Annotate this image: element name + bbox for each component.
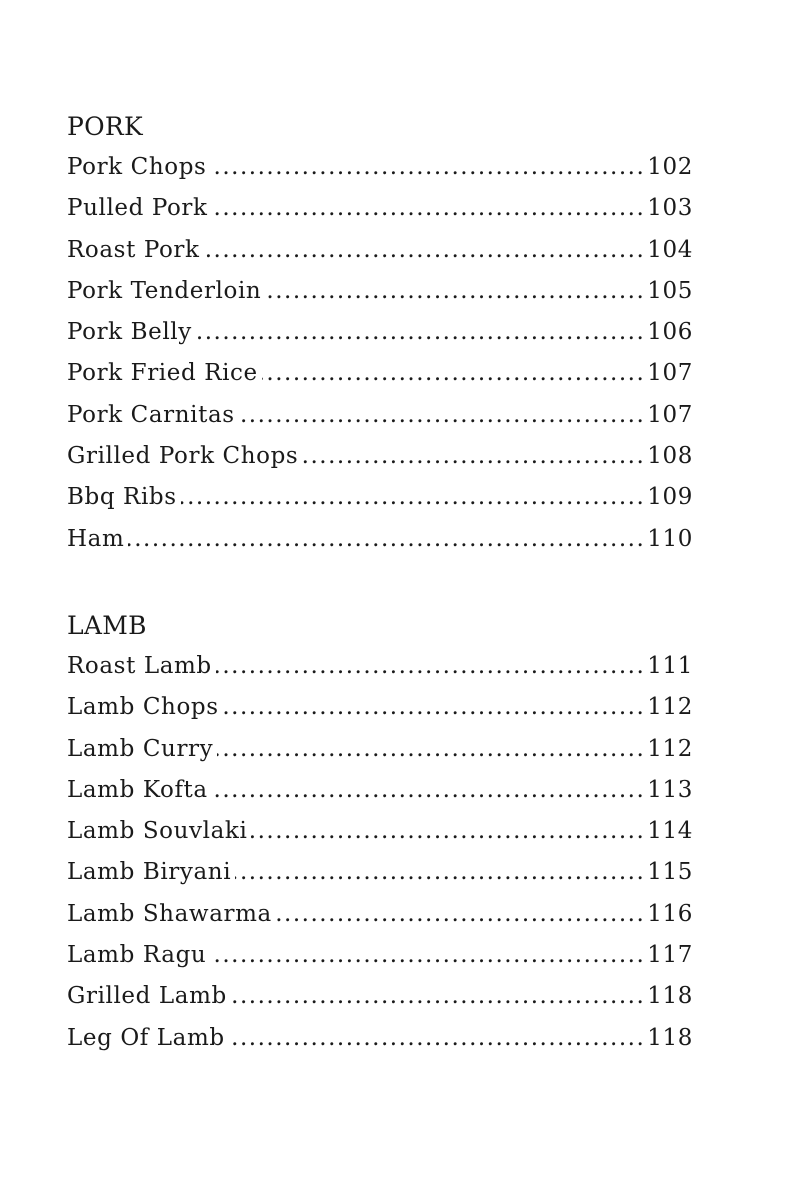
- dot-leader: [212, 770, 646, 811]
- dot-leader: [181, 477, 646, 518]
- dot-leader: [196, 312, 645, 353]
- dot-leader: [212, 188, 646, 229]
- dot-leader: [265, 271, 645, 312]
- entry-title: Pork Fried Rice: [67, 360, 258, 387]
- toc-entry[interactable]: [67, 687, 693, 728]
- entry-page-number: 108: [647, 443, 693, 470]
- dot-leader: [231, 976, 645, 1017]
- dot-leader: [239, 395, 646, 436]
- dot-leader: [235, 852, 645, 893]
- dot-leader: [302, 436, 645, 477]
- toc-entry[interactable]: [67, 353, 693, 394]
- entry-title: Roast Pork: [67, 236, 200, 263]
- toc-entry[interactable]: [67, 188, 693, 229]
- entry-title: Pork Chops: [67, 154, 207, 180]
- dot-leader: [251, 811, 645, 852]
- entry-page-number: 104: [647, 236, 693, 263]
- entry-page-number: 115: [647, 859, 693, 886]
- entry-page-number: 118: [647, 1024, 693, 1051]
- entry-page-number: 114: [647, 818, 693, 845]
- dot-leader: [229, 1018, 646, 1059]
- dot-leader: [217, 729, 645, 770]
- toc-entry[interactable]: [67, 147, 693, 188]
- toc-entry[interactable]: [67, 646, 693, 687]
- entry-title: Grilled Lamb: [67, 983, 227, 1010]
- entry-title: Pulled Pork: [67, 195, 208, 222]
- entry-title: Lamb Biryani: [67, 859, 232, 886]
- toc-entry[interactable]: [67, 519, 693, 560]
- entry-page-number: 112: [647, 694, 693, 721]
- dot-leader: [128, 519, 645, 560]
- entry-title: Lamb Shawarma: [67, 900, 272, 927]
- dot-leader: [216, 646, 646, 687]
- entry-title: Grilled Pork Chops: [67, 443, 299, 470]
- entry-page-number: 116: [647, 900, 693, 927]
- toc-entry[interactable]: [67, 852, 693, 893]
- toc-entry[interactable]: [67, 395, 693, 436]
- dot-leader: [276, 894, 645, 935]
- dot-leader: [204, 230, 646, 271]
- toc-section-lamb: [67, 605, 693, 1059]
- entry-page-number: 117: [647, 942, 693, 969]
- entry-title: Pork Carnitas: [67, 401, 235, 428]
- toc-entry[interactable]: [67, 477, 693, 518]
- toc-entry[interactable]: [67, 729, 693, 770]
- toc-entry[interactable]: [67, 312, 693, 353]
- entry-title: Pork Belly: [67, 319, 192, 346]
- entry-title: Lamb Kofta: [67, 776, 208, 803]
- entry-page-number: 107: [647, 360, 693, 387]
- toc-entry[interactable]: [67, 230, 693, 271]
- entry-title: Pork Tenderloin: [67, 277, 262, 304]
- entry-page-number: 103: [647, 195, 693, 222]
- entry-page-number: 113: [647, 776, 693, 803]
- toc-entry[interactable]: [67, 1018, 693, 1059]
- entry-title: Lamb Ragu: [67, 942, 207, 969]
- entry-title: Leg Of Lamb: [67, 1024, 225, 1051]
- toc-entry[interactable]: [67, 436, 693, 477]
- toc-entry[interactable]: [67, 770, 693, 811]
- toc-entry[interactable]: [67, 935, 693, 976]
- dot-leader: [262, 353, 646, 394]
- entry-title: Ham: [67, 525, 125, 552]
- toc-entry[interactable]: [67, 976, 693, 1017]
- section-heading: LAMB: [67, 611, 147, 640]
- entry-page-number: 111: [647, 653, 693, 679]
- entry-page-number: 109: [647, 484, 693, 511]
- entry-page-number: 112: [647, 735, 693, 762]
- entry-title: Bbq Ribs: [67, 484, 177, 511]
- dot-leader: [210, 935, 645, 976]
- entry-page-number: 102: [647, 154, 693, 180]
- toc-section-pork: [67, 106, 693, 560]
- entry-title: Lamb Chops: [67, 694, 219, 721]
- entry-page-number: 107: [647, 401, 693, 428]
- toc-entry[interactable]: [67, 894, 693, 935]
- toc-entry[interactable]: [67, 271, 693, 312]
- dot-leader: [223, 687, 646, 728]
- entry-page-number: 118: [647, 983, 693, 1010]
- dot-leader: [210, 147, 645, 188]
- entry-title: Roast Lamb: [67, 653, 212, 679]
- entry-title: Lamb Curry: [67, 735, 214, 762]
- entry-page-number: 110: [647, 525, 693, 552]
- entry-title: Lamb Souvlaki: [67, 818, 248, 845]
- entry-page-number: 105: [647, 277, 693, 304]
- section-heading: PORK: [67, 112, 144, 141]
- entry-page-number: 106: [647, 319, 693, 346]
- toc-entry[interactable]: [67, 811, 693, 852]
